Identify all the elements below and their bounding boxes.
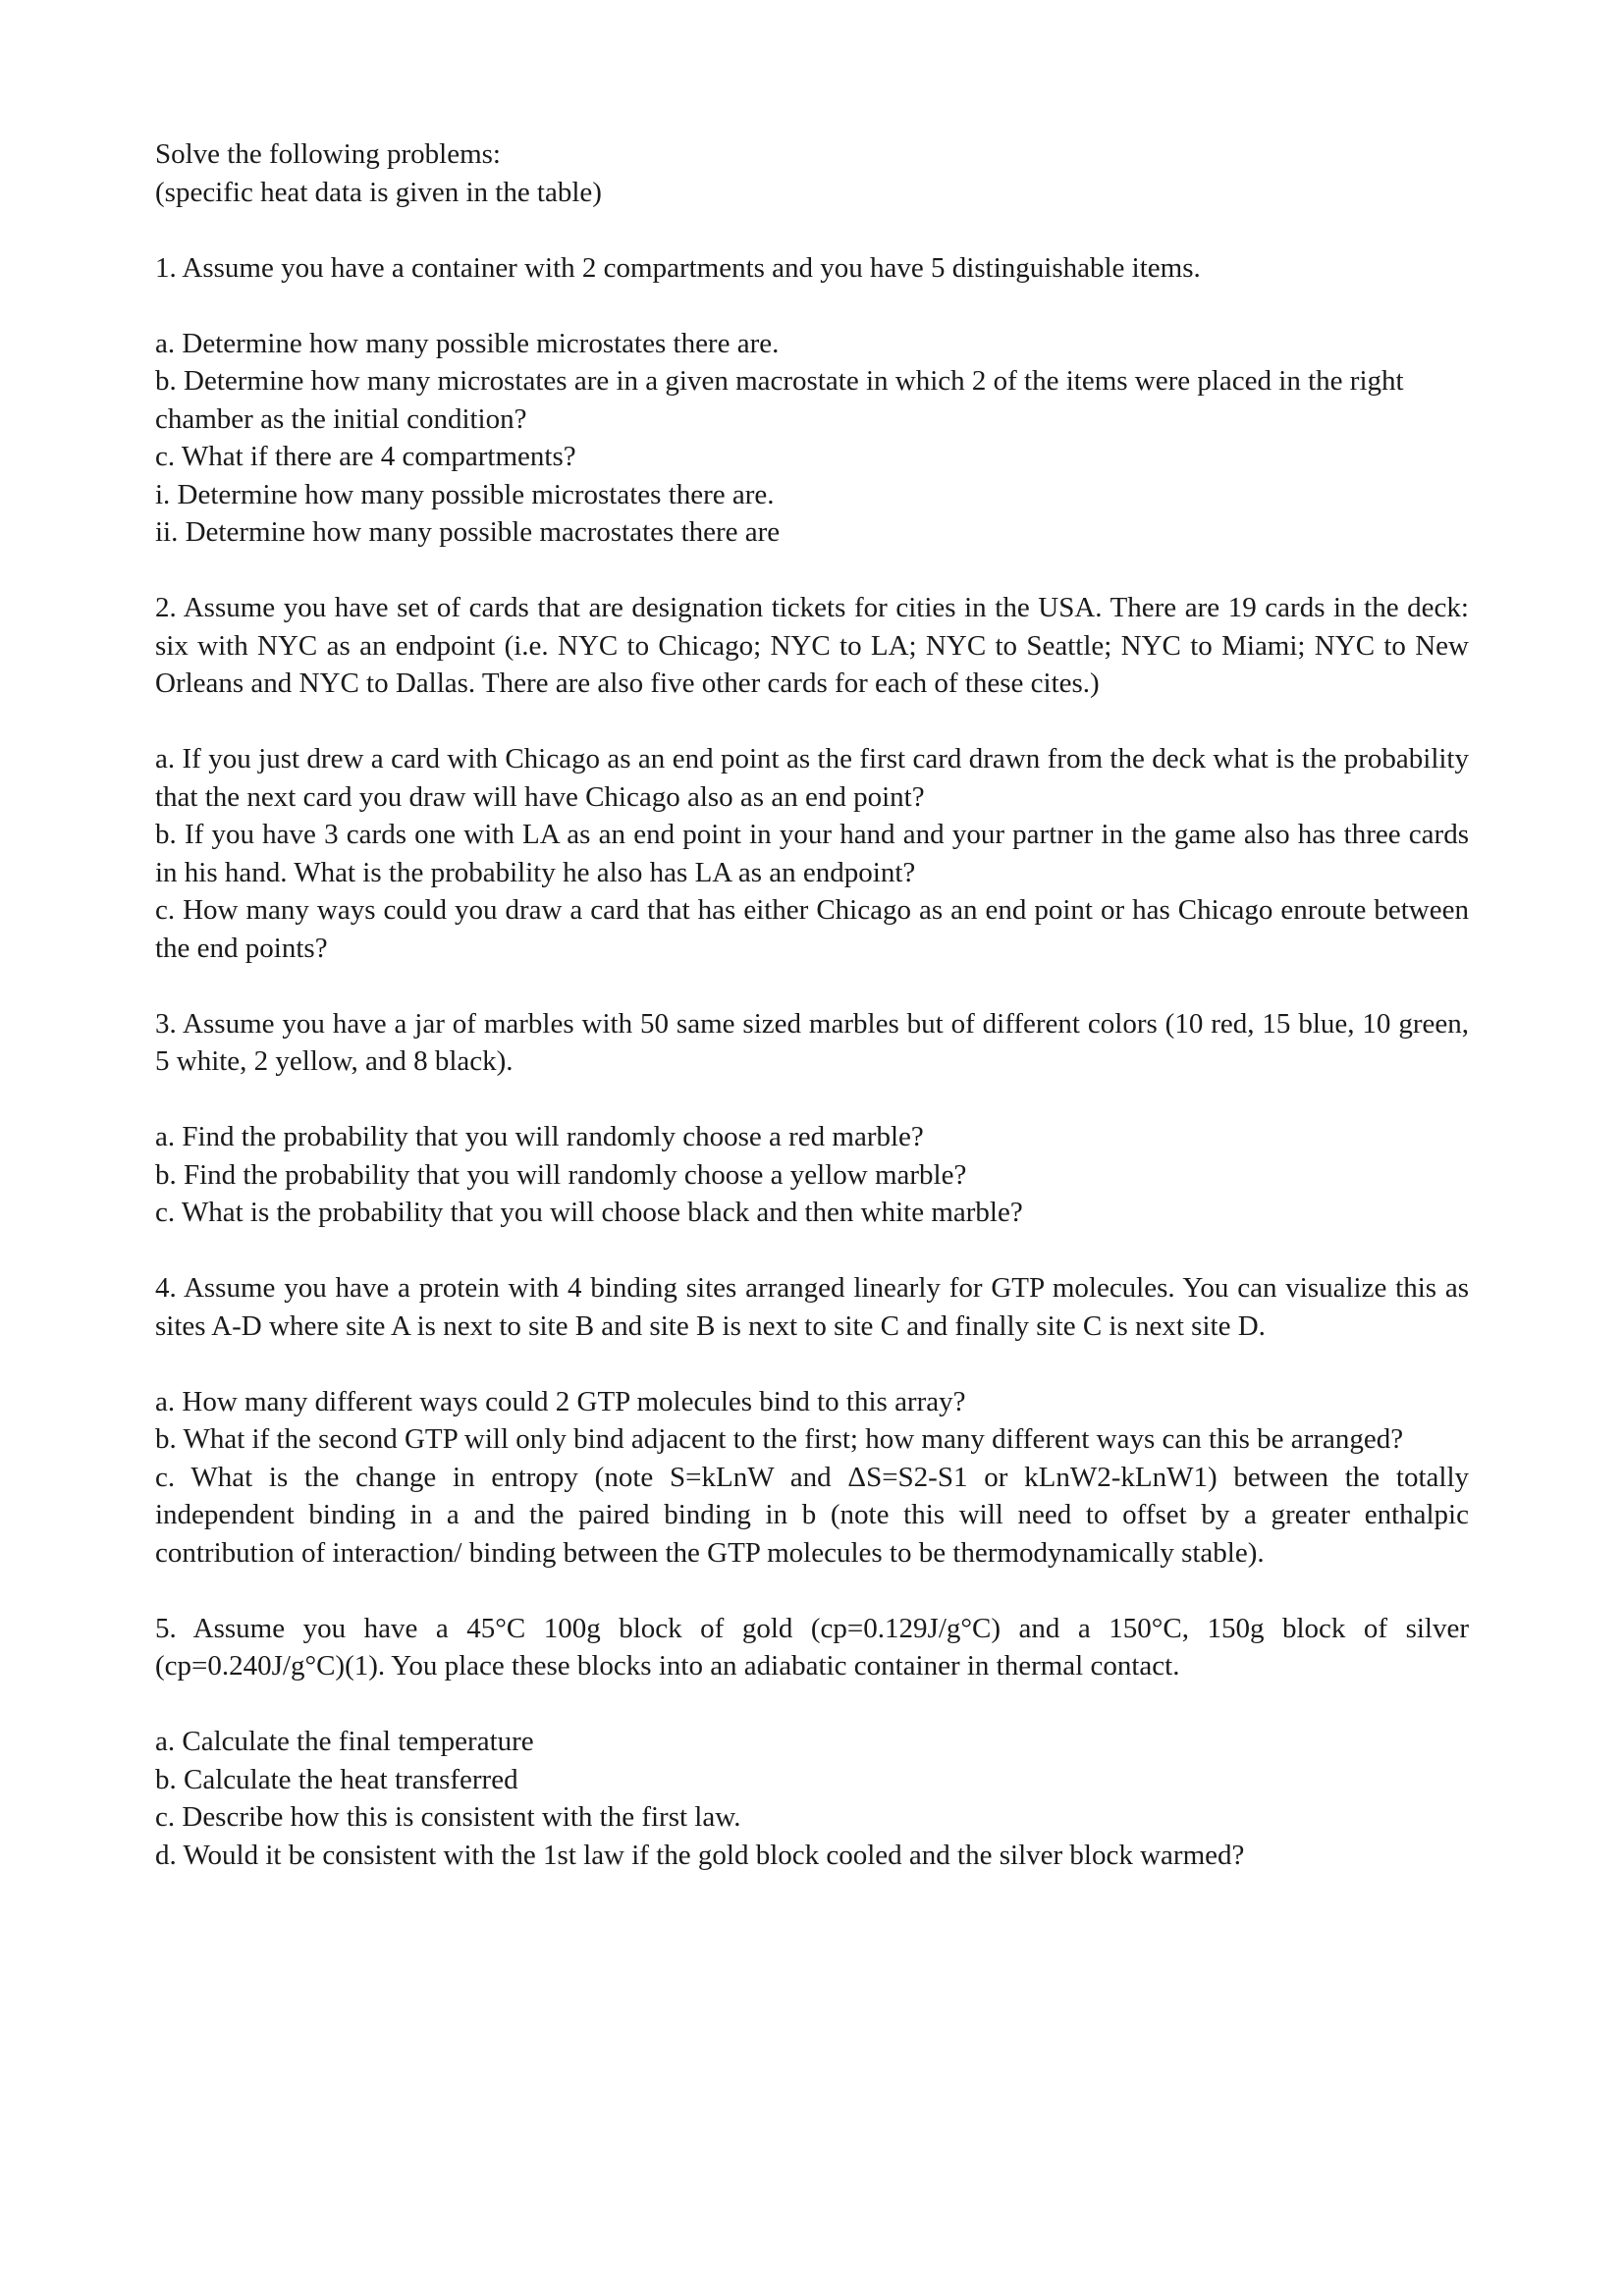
problem-statement: 2. Assume you have set of cards that are designation tickets for cities in the USA. There are 19 cards in the deck: six with NYC as an endpoint (i.e. NYC to Chicago; NYC to LA; NYC to Seattle; NYC to Miami; NYC to New Orleans and NYC to Dallas. There are also five other cards for each of these cites.) xyxy=(155,592,1469,699)
problem-1-parts xyxy=(155,325,1469,552)
intro-line: (specific heat data is given in the table) xyxy=(155,176,602,208)
problem-part: b. Calculate the heat transferred xyxy=(155,1763,518,1795)
problem-statement: 5. Assume you have a 45°C 100g block of gold (cp=0.129J/g°C) and a 150°C, 150g block of silver (cp=0.240J/g°C)(1). You place these blocks into an adiabatic container in thermal contact. xyxy=(155,1612,1469,1682)
intro xyxy=(155,135,1469,211)
problem-part: a. Determine how many possible microstates there are. xyxy=(155,327,780,359)
problem-part: b. Determine how many microstates are in a given macrostate in which 2 of the items were placed in the right chamber as the initial condition? xyxy=(155,365,1404,435)
problem-part: a. Calculate the final temperature xyxy=(155,1726,534,1757)
problem-statement: 1. Assume you have a container with 2 compartments and you have 5 distinguishable items. xyxy=(155,251,1201,284)
problem-part: b. If you have 3 cards one with LA as an end point in your hand and your partner in the game also has three cards in his hand. What is the probability he also has LA as an endpoint? xyxy=(155,819,1469,888)
problem-statement: 3. Assume you have a jar of marbles with 50 same sized marbles but of different colors (10 red, 15 blue, 10 green, 5 white, 2 yellow, and 8 black). xyxy=(155,1007,1469,1077)
problem-2-statement xyxy=(155,589,1469,703)
problem-4-parts xyxy=(155,1383,1469,1573)
problem-2-parts xyxy=(155,740,1469,967)
problem-part: a. How many different ways could 2 GTP molecules bind to this array? xyxy=(155,1385,966,1417)
problem-part: b. What if the second GTP will only bind adjacent to the first; how many different ways can this be arranged? xyxy=(155,1423,1404,1455)
problem-part: ii. Determine how many possible macrostates there are xyxy=(155,516,781,548)
document-page xyxy=(155,135,1469,1912)
problem-statement: 4. Assume you have a protein with 4 binding sites arranged linearly for GTP molecules. You can visualize this as sites A-D where site A is next to site B and site B is next to site C and finally site C is next site D. xyxy=(155,1272,1469,1342)
problem-part: c. How many ways could you draw a card that has either Chicago as an end point or has Chicago enroute between the end points? xyxy=(155,894,1469,964)
problem-part: a. Find the probability that you will randomly choose a red marble? xyxy=(155,1121,924,1152)
problem-part: c. What is the change in entropy (note S=kLnW and ΔS=S2-S1 or kLnW2-kLnW1) between the totally independent binding in a and the paired binding in b (note this will need to offset by a greater enthalpic contribution of interaction/ binding between the GTP molecules to be thermodynamically stable). xyxy=(155,1461,1469,1569)
problem-part: c. Describe how this is consistent with the first law. xyxy=(155,1801,741,1833)
problem-part: b. Find the probability that you will randomly choose a yellow marble? xyxy=(155,1158,967,1191)
problem-part: i. Determine how many possible microstates there are. xyxy=(155,478,775,510)
problem-part: a. If you just drew a card with Chicago as an end point as the first card drawn from the deck what is the probability that the next card you draw will have Chicago also as an end point? xyxy=(155,743,1469,813)
problem-part: c. What is the probability that you will choose black and then white marble? xyxy=(155,1197,1023,1228)
problem-5-statement xyxy=(155,1610,1469,1685)
problem-part: c. What if there are 4 compartments? xyxy=(155,441,576,472)
problem-1-statement xyxy=(155,249,1469,288)
problem-4-statement xyxy=(155,1269,1469,1345)
problem-3-parts xyxy=(155,1118,1469,1232)
problem-3-statement xyxy=(155,1005,1469,1081)
problem-5-parts xyxy=(155,1723,1469,1874)
intro-line: Solve the following problems: xyxy=(155,138,501,170)
problem-part: d. Would it be consistent with the 1st law if the gold block cooled and the silver block warmed? xyxy=(155,1839,1245,1871)
